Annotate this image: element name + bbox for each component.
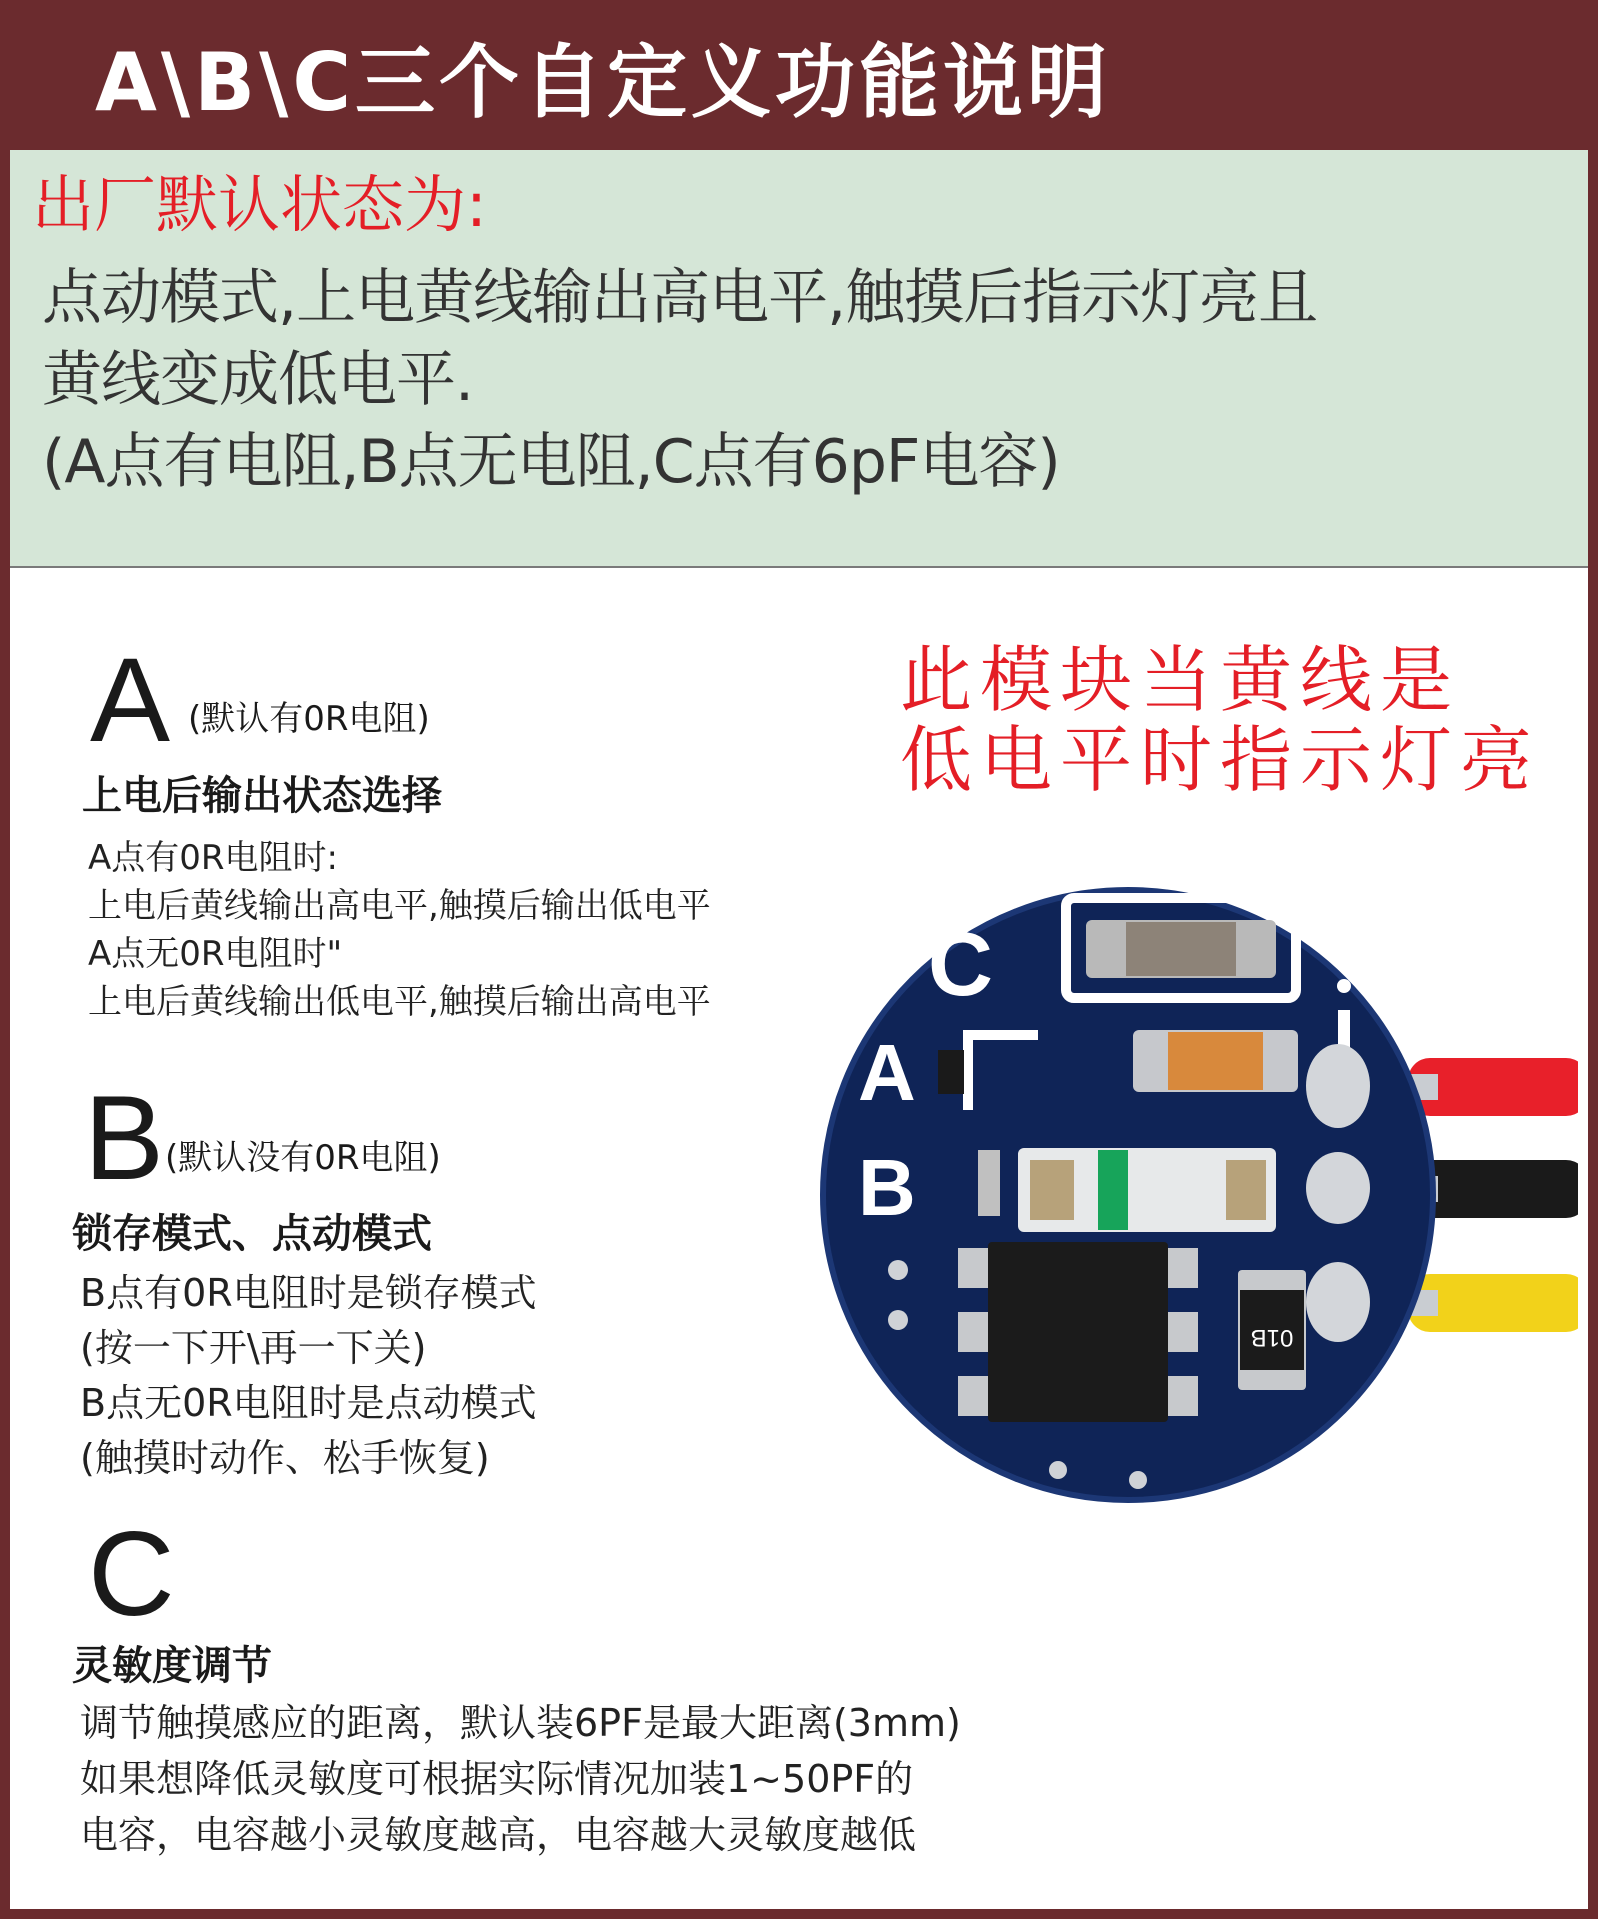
- pad-a: [938, 1050, 964, 1094]
- ic-chip: [958, 1242, 1198, 1422]
- factory-defaults-panel: [10, 150, 1588, 568]
- section-b-line: B点无0R电阻时是点动模式: [80, 1381, 537, 1425]
- section-a-line: 上电后黄线输出低电平,触摸后输出高电平: [88, 982, 711, 1022]
- header-bar: [0, 0, 1598, 150]
- factory-defaults-line: 点动模式,上电黄线输出高电平,触摸后指示灯亮且: [42, 263, 1318, 333]
- indicator-note-line: 此模块当黄线是: [900, 638, 1461, 722]
- section-a-line: A点有0R电阻时:: [88, 838, 338, 878]
- factory-defaults-line: 黄线变成低电平.: [42, 345, 474, 415]
- resistor-marking: 01B: [1250, 1324, 1294, 1351]
- resistor-orange: [1133, 1030, 1298, 1092]
- silkscreen-label-c: C: [928, 915, 993, 1015]
- section-b-line: (触摸时动作、松手恢复): [80, 1436, 490, 1480]
- solder-pad: [1306, 1044, 1370, 1128]
- page-title: A\B\C三个自定义功能说明: [95, 36, 1112, 129]
- factory-defaults-heading: 出厂默认状态为:: [32, 168, 487, 241]
- section-b-line: (按一下开\再一下关): [80, 1326, 427, 1370]
- indicator-note-line: 低电平时指示灯亮: [900, 718, 1541, 802]
- section-b-note: (默认没有0R电阻): [165, 1138, 441, 1178]
- solder-pad: [1306, 1152, 1370, 1224]
- section-c-line: 调节触摸感应的距离，默认装6PF是最大距离(3mm): [80, 1701, 961, 1745]
- section-a-note: (默认有0R电阻): [188, 699, 430, 739]
- pcb-board-illustration: [808, 870, 1578, 1550]
- pad-b: [978, 1150, 1000, 1216]
- section-a-line: 上电后黄线输出高电平,触摸后输出低电平: [88, 886, 711, 926]
- section-c-letter: C: [88, 1507, 175, 1641]
- section-c-title: 灵敏度调节: [72, 1643, 272, 1689]
- silkscreen-label-b: B: [858, 1143, 916, 1232]
- resistor-bottom: [1238, 1270, 1306, 1390]
- section-b-line: B点有0R电阻时是锁存模式: [80, 1271, 537, 1315]
- factory-defaults-line: (A点有电阻,B点无电阻,C点有6pF电容): [42, 427, 1060, 497]
- section-a-title: 上电后输出状态选择: [82, 773, 442, 819]
- led-indicator: [1018, 1148, 1276, 1232]
- capacitor-c: [1086, 920, 1276, 978]
- section-a-line: A点无0R电阻时": [88, 934, 343, 974]
- section-a-letter: A: [90, 633, 171, 767]
- silkscreen-label-a: A: [858, 1028, 916, 1117]
- section-b-letter: B: [84, 1071, 165, 1205]
- section-c-line: 如果想降低灵敏度可根据实际情况加装1~50PF的: [80, 1757, 914, 1801]
- section-c-line: 电容，电容越小灵敏度越高，电容越大灵敏度越低: [80, 1813, 917, 1857]
- section-b-title: 锁存模式、点动模式: [72, 1211, 432, 1257]
- solder-pad: [1306, 1262, 1370, 1342]
- pcb-module-image: [808, 870, 1578, 1550]
